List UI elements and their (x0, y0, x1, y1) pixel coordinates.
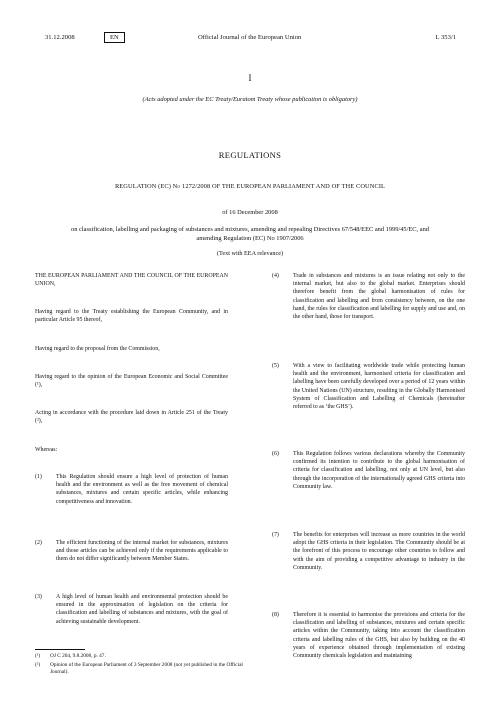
publication-date: 31.12.2008 (45, 34, 75, 41)
recital-number: (4) (272, 273, 279, 279)
regulation-subject: on classification, labelling and packaging of substances and mixtures, amending and repealing Directives 67/548/EEC and 1999/45/EC, and amending Regulation (EC) No 1907/2006 (71, 226, 429, 242)
footnote-text: OJ C 204, 9.8.2008, p. 47. (50, 653, 106, 659)
section-title: REGULATIONS (218, 150, 282, 160)
citation-treaty: Having regard to the Treaty establishing the European Community, and in particular Article 95 thereof, (35, 309, 228, 324)
section-numeral: I (248, 73, 252, 83)
recital-text: Therefore it is essential to harmonise the provisions and criteria for the classification and labelling of substances, mixtures and certain specific articles within the Community, taking into account the classification criteria and labelling rules of the GHS, but also by building on the 40 years of experience obtained through implementation of existing Community chemicals legislation and maintaining (293, 612, 465, 660)
recital-text: A high level of human health and environmental protection should be ensured in the approximation of legislation on the criteria for classification and labelling of substances and mixtures, with the goal of achieving sustainable development. (56, 594, 228, 625)
recital-number: (5) (272, 363, 279, 369)
regulation-date: of 16 December 2008 (222, 209, 278, 216)
acts-note: (Acts adopted under the EC Treaty/Euratom Treaty whose publication is obligatory) (142, 96, 358, 103)
footnote-text: Opinion of the European Parliament of 3 September 2008 (not yet published in the Official Journal). (50, 662, 243, 675)
page-header (0, 34, 500, 46)
journal-title: Official Journal of the European Union (198, 34, 302, 41)
recital-text: The benefits for enterprises will increase as more countries in the world adopt the GHS criteria in their legislation. The Community should be at the forefront of this process to encourage other countries to follow and with the aim of providing a competitive advantage to industry in the Community. (293, 532, 465, 571)
recital-text: This Regulation follows various declarations whereby the Community confirmed its intention to contribute to the global harmonisation of criteria for classification and labelling, not only at UN level, but also through the incorporation of the internationally agreed GHS criteria into Community law. (293, 451, 465, 490)
footnote-mark: (²) (35, 662, 41, 668)
recital-number: (6) (272, 451, 279, 457)
regulation-title: REGULATION (EC) No 1272/2008 OF THE EUROPEAN PARLIAMENT AND OF THE COUNCIL (114, 183, 386, 190)
recital-text: The efficient functioning of the internal market for substances, mixtures and those articles can be achieved only if the requirements applicable to them do not differ significantly between Member States. (56, 540, 228, 563)
whereas-label: Whereas: (35, 447, 58, 453)
recital-number: (2) (35, 540, 42, 546)
citation-procedure: Acting in accordance with the procedure laid down in Article 251 of the Treaty (²), (35, 410, 228, 425)
footnote-divider (35, 649, 85, 650)
eea-relevance: (Text with EEA relevance) (216, 250, 284, 257)
citation-opinion: Having regard to the opinion of the European Economic and Social Committee (¹), (35, 374, 228, 389)
page-number: L 353/1 (435, 34, 456, 41)
recital-text: Trade in substances and mixtures is an issue relating not only to the internal market, but also to the global market. Enterprises should therefore benefit from the global harmonisation of rules for classification and labelling and from consistency between, on the one hand, the rules for classification and labelling for supply and use and, on the other hand, those for transport. (293, 273, 465, 321)
recital-number: (3) (35, 594, 42, 600)
preamble-intro: THE EUROPEAN PARLIAMENT AND THE COUNCIL OF THE EUROPEAN UNION, (35, 273, 228, 288)
recital-number: (1) (35, 474, 42, 480)
recital-text: With a view to facilitating worldwide trade while protecting human health and the environment, harmonised criteria for classification and labelling have been carefully developed over a period of 12 years within the United Nations (UN) structure, resulting in the Globally Harmonised System of Classification and Labelling of Chemicals (hereinafter referred to as ‘the GHS’). (293, 363, 465, 411)
recital-text: This Regulation should ensure a high level of protection of human health and the environment as well as the free movement of chemical substances, mixtures and certain specific articles, while enhancing competitiveness and innovation. (56, 474, 228, 505)
footnote-mark: (¹) (35, 653, 41, 659)
recital-number: (8) (272, 612, 279, 618)
language-badge: EN (104, 32, 125, 43)
citation-proposal: Having regard to the proposal from the Commission, (35, 346, 160, 352)
recital-number: (7) (272, 532, 279, 538)
